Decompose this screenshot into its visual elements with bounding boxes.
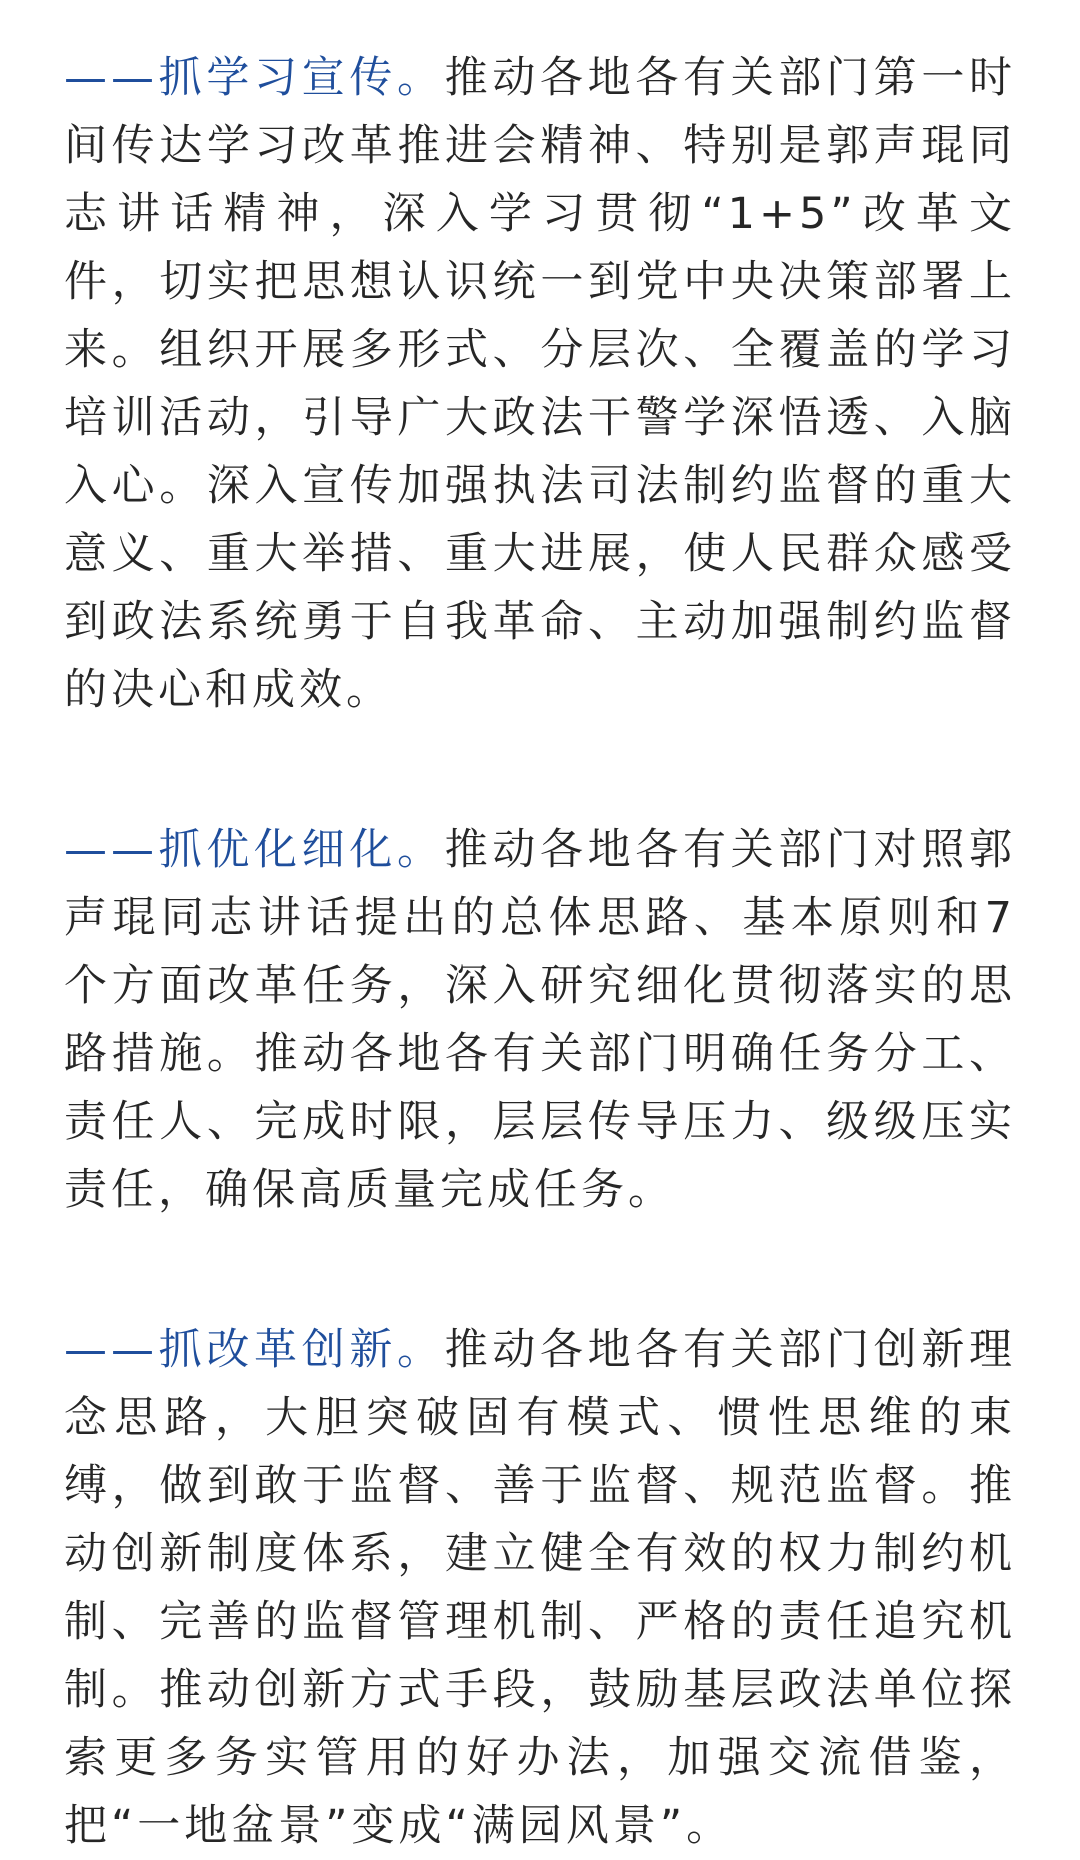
paragraph-lead: ——抓改革创新。 bbox=[64, 1325, 445, 1375]
paragraph-reform-innovation bbox=[64, 1316, 1016, 1860]
paragraph-lead: ——抓优化细化。 bbox=[64, 825, 445, 875]
paragraph-study-publicity bbox=[64, 44, 1016, 724]
paragraph-lead: ——抓学习宣传。 bbox=[64, 53, 445, 103]
paragraph-text: 推动各地各有关部门对照郭声琨同志讲话提出的总体思路、基本原则和7个方面改革任务，深入研究细化贯彻落实的思路措施。推动各地各有关部门明确任务分工、责任人、完成时限，层层传导压力、级级压实责任，确保高质量完成任务。 bbox=[64, 825, 1017, 1215]
article-body bbox=[64, 44, 1016, 1860]
paragraph-optimize-refine bbox=[64, 816, 1016, 1224]
paragraph-text: 推动各地各有关部门第一时间传达学习改革推进会精神、特别是郭声琨同志讲话精神，深入学习贯彻“1+5”改革文件，切实把思想认识统一到党中央决策部署上来。组织开展多形式、分层次、全覆盖的学习培训活动，引导广大政法干警学深悟透、入脑入心。深入宣传加强执法司法制约监督的重大意义、重大举措、重大进展，使人民群众感受到政法系统勇于自我革命、主动加强制约监督的决心和成效。 bbox=[64, 53, 1017, 715]
paragraph-text: 推动各地各有关部门创新理念思路，大胆突破固有模式、惯性思维的束缚，做到敢于监督、善于监督、规范监督。推动创新制度体系，建立健全有效的权力制约机制、完善的监督管理机制、严格的责任追究机制。推动创新方式手段，鼓励基层政法单位探索更多务实管用的好办法，加强交流借鉴，把“一地盆景”变成“满园风景”。 bbox=[64, 1325, 1017, 1851]
